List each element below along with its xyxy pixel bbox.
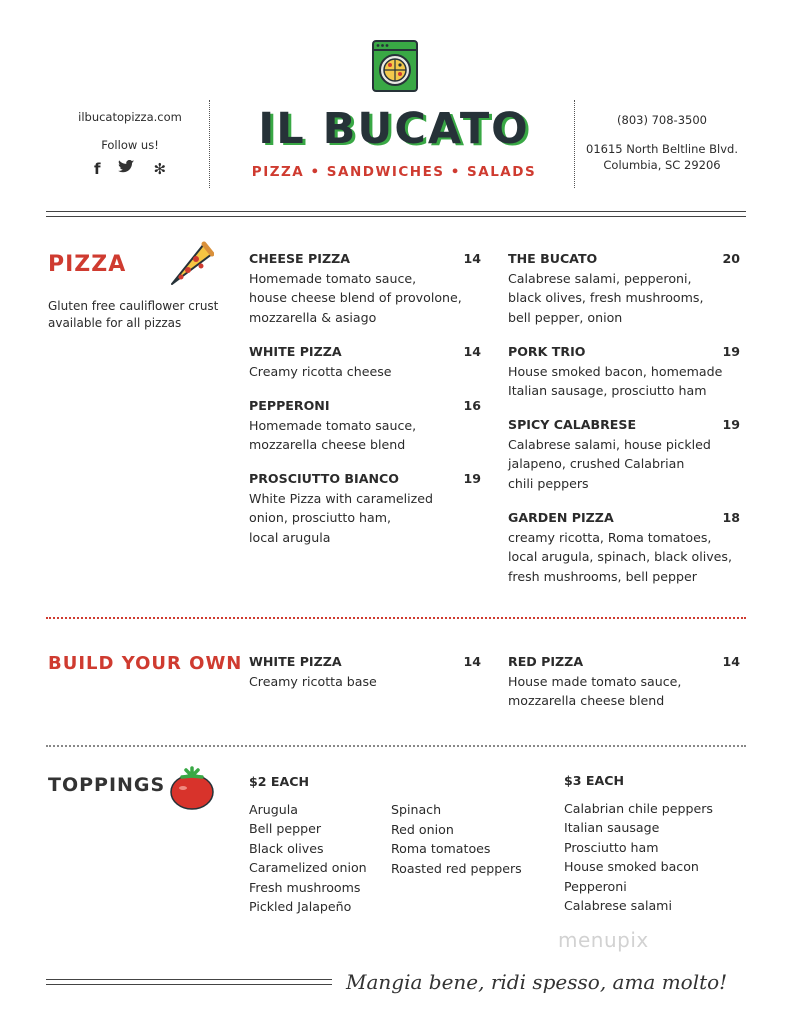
list-item: Roma tomatoes xyxy=(391,841,491,856)
header-rule xyxy=(46,211,746,217)
tomato-icon xyxy=(168,764,216,816)
pizza-section-title: PIZZA xyxy=(48,252,127,277)
list-item: Italian sausage xyxy=(564,820,660,835)
list-item: Pepperoni xyxy=(564,878,627,894)
follow-label: Follow us! xyxy=(101,138,159,152)
item-description: Calabrese salami, house pickled jalapeno, crushed Calabrian chili peppers xyxy=(508,436,711,491)
list-item: Black olives xyxy=(249,840,324,856)
tagline: PIZZA • SANDWICHES • SALADS xyxy=(251,164,537,180)
item-price: 16 xyxy=(463,398,481,413)
list-item: Red onion xyxy=(391,821,454,837)
item-price: 14 xyxy=(463,251,481,266)
item-price: 20 xyxy=(722,251,740,266)
item-name: RED PIZZA xyxy=(508,654,584,669)
item-price: 18 xyxy=(722,510,740,525)
item-description: Creamy ricotta base xyxy=(249,673,377,689)
item-name: THE BUCATO xyxy=(508,251,598,266)
toppings-2-col2 xyxy=(391,800,522,878)
item-price: 19 xyxy=(722,344,740,359)
toppings-3-group xyxy=(564,771,713,916)
menu-item xyxy=(508,415,740,493)
header-divider-right xyxy=(574,100,575,188)
list-item: Caramelized onion xyxy=(249,860,367,875)
item-name: PROSCIUTTO BIANCO xyxy=(249,471,399,486)
pizza-oven-logo-icon xyxy=(372,40,418,92)
menu-item xyxy=(249,342,481,381)
item-name: CHEESE PIZZA xyxy=(249,251,350,266)
item-description: House made tomato sauce, mozzarella cheese blend xyxy=(508,673,682,708)
item-name: WHITE PIZZA xyxy=(249,654,342,669)
section-divider xyxy=(46,745,746,747)
item-name: WHITE PIZZA xyxy=(249,344,342,359)
item-description: Homemade tomato sauce, house cheese blend of provolone, mozzarella & asiago xyxy=(249,270,462,325)
footer-quote: Mangia bene, ridi spesso, ama molto! xyxy=(346,970,728,994)
menu-item xyxy=(508,249,740,327)
list-item: Calabrian chile peppers xyxy=(564,800,713,816)
list-item: Fresh mushrooms xyxy=(249,879,361,895)
item-price: 14 xyxy=(722,654,740,669)
list-item: House smoked bacon xyxy=(564,859,699,874)
toppings-2-label: $2 EACH xyxy=(249,774,310,789)
item-name: PEPPERONI xyxy=(249,398,330,413)
watermark: menupix xyxy=(558,928,649,952)
item-name: PORK TRIO xyxy=(508,344,586,359)
social-links xyxy=(60,160,200,178)
header-right xyxy=(578,112,746,174)
list-item: Pickled Jalapeño xyxy=(249,899,352,914)
item-price: 14 xyxy=(463,344,481,359)
list-item: Spinach xyxy=(391,802,442,817)
menu-item xyxy=(249,469,481,547)
brand-name: IL BUCATO xyxy=(258,104,530,154)
yelp-icon[interactable]: ✻ xyxy=(153,160,167,178)
facebook-icon[interactable]: f xyxy=(93,160,101,178)
header-left xyxy=(60,110,200,178)
gluten-free-note: Gluten free cauliflower crust available for all pizzas xyxy=(48,299,219,330)
menu-item xyxy=(508,652,740,711)
menu-item xyxy=(249,396,481,455)
list-item: Arugula xyxy=(249,801,298,817)
toppings-2-group xyxy=(249,772,367,917)
item-name: GARDEN PIZZA xyxy=(508,510,614,525)
phone-number[interactable]: (803) 708-3500 xyxy=(617,113,707,127)
section-divider xyxy=(46,617,746,619)
item-description: Creamy ricotta cheese xyxy=(249,363,392,379)
footer-rule xyxy=(46,979,332,985)
item-description: House smoked bacon, homemade Italian sausage, prosciutto ham xyxy=(508,363,723,398)
list-item: Bell pepper xyxy=(249,821,322,836)
menu-item xyxy=(249,249,481,327)
item-price: 14 xyxy=(463,654,481,669)
pizza-slice-icon xyxy=(166,240,214,292)
menu-item xyxy=(508,508,740,586)
list-item: Roasted red peppers xyxy=(391,860,522,876)
twitter-icon[interactable] xyxy=(118,160,135,178)
item-price: 19 xyxy=(463,471,481,486)
header-divider-left xyxy=(209,100,210,188)
item-description: White Pizza with caramelized onion, prosciutto ham, local arugula xyxy=(249,490,434,545)
menu-item xyxy=(508,342,740,401)
list-item: Calabrese salami xyxy=(564,898,672,913)
item-description: Calabrese salami, pepperoni, black olives, fresh mushrooms, bell pepper, onion xyxy=(508,270,704,325)
address-line-2: Columbia, SC 29206 xyxy=(603,158,721,173)
address-line-1: 01615 North Beltline Blvd. xyxy=(586,141,738,156)
list-item: Prosciutto ham xyxy=(564,839,659,855)
item-price: 19 xyxy=(722,417,740,432)
item-description: Homemade tomato sauce, mozzarella cheese blend xyxy=(249,417,417,452)
menu-item xyxy=(249,652,481,691)
item-name: SPICY CALABRESE xyxy=(508,417,637,432)
item-description: creamy ricotta, Roma tomatoes, local arugula, spinach, black olives, fresh mushrooms, bell pepper xyxy=(508,529,732,584)
toppings-section-title: TOPPINGS xyxy=(48,774,166,796)
toppings-3-label: $3 EACH xyxy=(564,773,625,788)
website-link[interactable]: ilbucatopizza.com xyxy=(78,110,182,124)
build-section-title: BUILD YOUR OWN xyxy=(48,653,243,674)
